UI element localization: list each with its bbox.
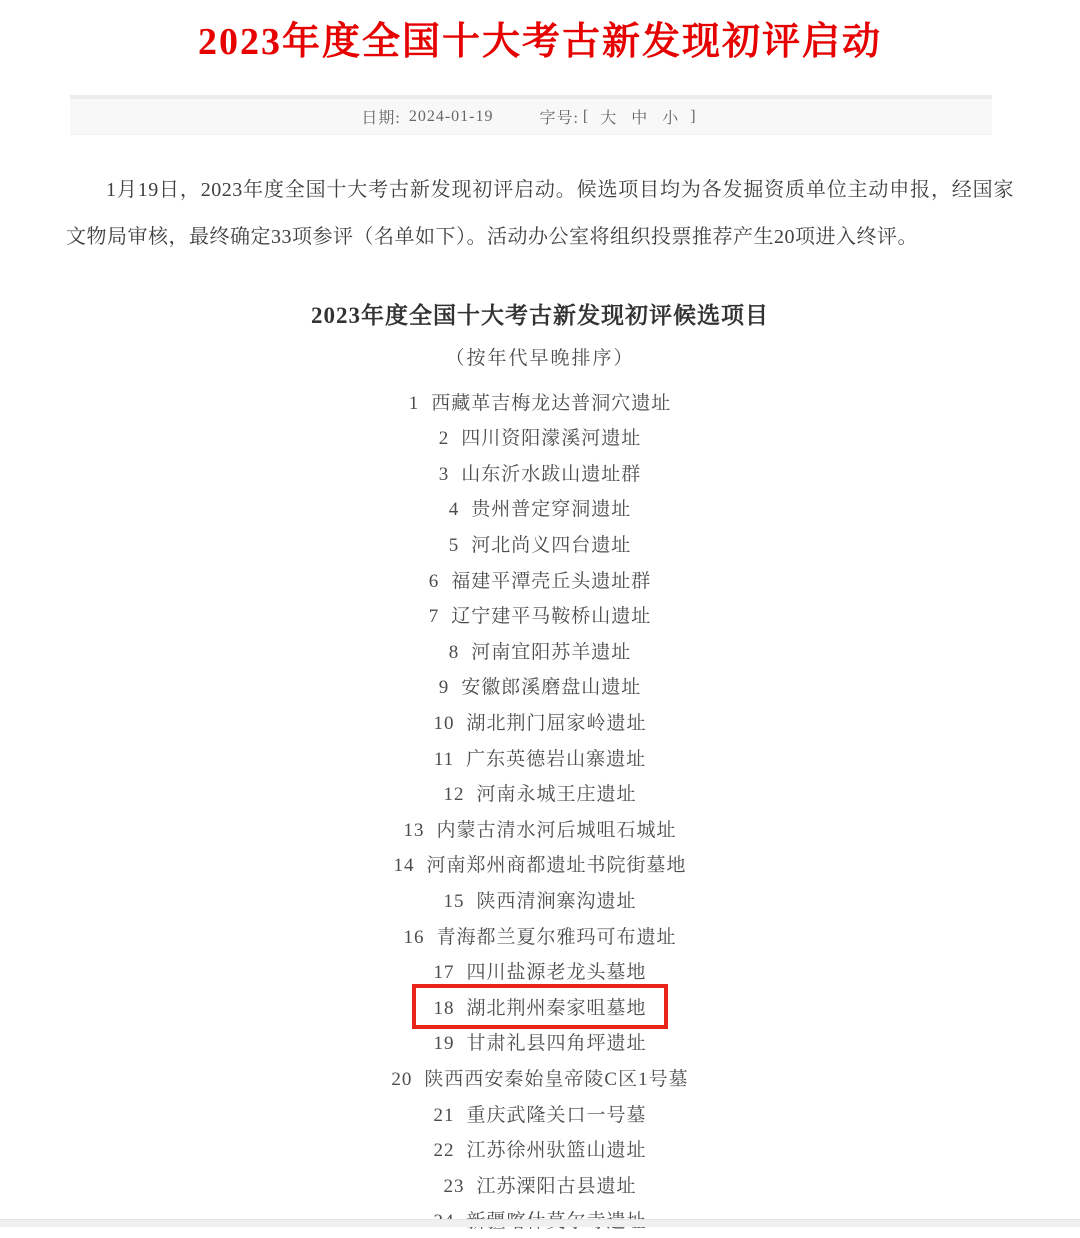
- item-number: 19: [433, 1033, 455, 1055]
- list-item-content: [393, 850, 686, 877]
- list-item-content: [429, 601, 652, 628]
- list-item-content: [443, 1171, 636, 1198]
- list-item: [0, 383, 1080, 419]
- list-item: [0, 455, 1080, 491]
- date-label: 日期:: [361, 110, 401, 128]
- page-title: 2023年度全国十大考古新发现初评启动: [197, 21, 882, 63]
- item-name: 四川盐源老龙头墓地: [466, 962, 647, 984]
- item-number: 18: [433, 997, 455, 1019]
- list-item-content: [449, 494, 632, 521]
- list-item-content: [403, 922, 676, 949]
- list-item: [0, 597, 1080, 633]
- item-number: 16: [403, 926, 425, 948]
- list-item: [0, 1095, 1080, 1131]
- item-name: 江苏徐州驮篮山遗址: [466, 1140, 647, 1162]
- font-size-medium-button[interactable]: 中: [631, 110, 649, 128]
- item-name: 福建平潭壳丘头遗址群: [451, 570, 652, 592]
- item-number: 17: [433, 962, 455, 984]
- list-item: [0, 490, 1080, 526]
- list-item: [0, 1166, 1080, 1202]
- list-item: [0, 1060, 1080, 1096]
- list-item: [0, 1131, 1080, 1167]
- list-item-content: [449, 637, 632, 664]
- item-number: 11: [433, 748, 455, 770]
- item-name: 广东英德岩山寨遗址: [466, 748, 647, 770]
- item-number: 21: [433, 1104, 455, 1126]
- font-size-small-button[interactable]: 小: [662, 110, 680, 128]
- item-name: 山东沂水跋山遗址群: [461, 463, 642, 485]
- list-item-content: [439, 459, 642, 486]
- list-item: [0, 1024, 1080, 1060]
- horizontal-scrollbar[interactable]: [0, 1219, 1080, 1227]
- item-number: 4: [448, 499, 460, 521]
- candidate-list-title: 2023年度全国十大考古新发现初评候选项目: [311, 303, 769, 329]
- list-item-content: [433, 708, 646, 735]
- item-name: 陕西清涧寨沟遗址: [476, 891, 637, 912]
- list-item-content: [443, 779, 636, 806]
- list-item: [0, 526, 1080, 562]
- list-item: [0, 846, 1080, 882]
- list-item: [0, 775, 1080, 811]
- item-name: 青海都兰夏尔雅玛可布遗址: [436, 926, 677, 948]
- item-number: 1: [408, 392, 420, 414]
- item-number: 22: [433, 1140, 455, 1162]
- candidate-list-subtitle: （按年代早晚排序）: [445, 348, 635, 370]
- article-page: [0, 18, 1080, 1238]
- list-item-content: [403, 815, 676, 842]
- item-number: 13: [403, 819, 425, 841]
- item-number: 3: [438, 463, 450, 485]
- item-name: 内蒙古清水河后城咀石城址: [436, 819, 677, 841]
- item-name: 西藏革吉梅龙达普洞穴遗址: [431, 392, 672, 414]
- item-name: 甘肃礼县四角坪遗址: [466, 1033, 647, 1055]
- item-name: 贵州普定穿洞遗址: [471, 499, 632, 521]
- item-number: 6: [428, 570, 440, 592]
- item-name: 湖北荆州秦家咀墓地: [466, 997, 647, 1019]
- item-name: 安徽郎溪磨盘山遗址: [461, 677, 642, 699]
- highlight-box: [412, 984, 667, 1029]
- item-number: 7: [428, 606, 440, 628]
- list-item-content: [449, 530, 632, 557]
- list-item-content: [429, 566, 652, 593]
- list-item-content: [434, 744, 646, 771]
- item-number: 23: [443, 1175, 465, 1197]
- item-number: 8: [448, 641, 460, 663]
- list-item-content: [433, 1135, 646, 1162]
- item-name: 四川资阳濛溪河遗址: [461, 428, 642, 450]
- list-item: [0, 917, 1080, 953]
- fontsize-bracket-close: ]: [690, 107, 697, 125]
- item-number: 10: [433, 713, 455, 735]
- item-name: 河南郑州商都遗址书院街墓地: [426, 855, 687, 877]
- list-item: [0, 419, 1080, 455]
- list-item-content: [439, 423, 642, 450]
- meta-bar: [70, 95, 992, 135]
- date-value: 2024-01-19: [408, 107, 494, 125]
- item-number: 12: [443, 784, 465, 806]
- list-item: [0, 882, 1080, 918]
- list-item-content: [391, 1064, 688, 1091]
- list-item: [0, 739, 1080, 775]
- list-item: [0, 633, 1080, 669]
- list-item: [0, 704, 1080, 740]
- item-name: 河北尚义四台遗址: [471, 535, 632, 557]
- list-item-content: [443, 886, 636, 913]
- font-size-large-button[interactable]: 大: [600, 110, 618, 128]
- item-number: 2: [438, 428, 450, 450]
- list-item-content: [439, 672, 642, 699]
- candidate-list: [0, 383, 1080, 1237]
- list-item: [0, 988, 1080, 1024]
- list-item-content: [409, 388, 672, 415]
- item-name: 江苏溧阳古县遗址: [476, 1175, 637, 1197]
- list-item: [0, 811, 1080, 847]
- article-paragraph: 1月19日，2023年度全国十大考古新发现初评启动。候选项目均为各发掘资质单位主动申报，经国家文物局审核，最终确定33项参评（名单如下）。活动办公室将组织投票推荐产生20项进入终评。: [66, 179, 1014, 249]
- list-item-content: [433, 1100, 646, 1127]
- item-name: 河南永城王庄遗址: [476, 784, 637, 806]
- list-item-content: [433, 957, 646, 984]
- item-number: 20: [391, 1068, 413, 1090]
- list-item-content: [433, 1028, 646, 1055]
- item-name: 湖北荆门屈家岭遗址: [466, 713, 647, 735]
- item-number: 14: [393, 855, 415, 877]
- item-name: 重庆武隆关口一号墓: [466, 1104, 647, 1126]
- item-name: 陕西西安秦始皇帝陵C区1号墓: [424, 1068, 689, 1090]
- item-number: 15: [443, 891, 465, 912]
- item-name: 辽宁建平马鞍桥山遗址: [451, 606, 652, 628]
- item-name: 河南宜阳苏羊遗址: [471, 641, 632, 663]
- fontsize-label: 字号:: [539, 110, 579, 128]
- list-item: [0, 668, 1080, 704]
- item-number: 9: [438, 677, 450, 699]
- fontsize-bracket-open: [: [582, 107, 590, 125]
- item-number: 5: [448, 535, 460, 557]
- list-item: [0, 561, 1080, 597]
